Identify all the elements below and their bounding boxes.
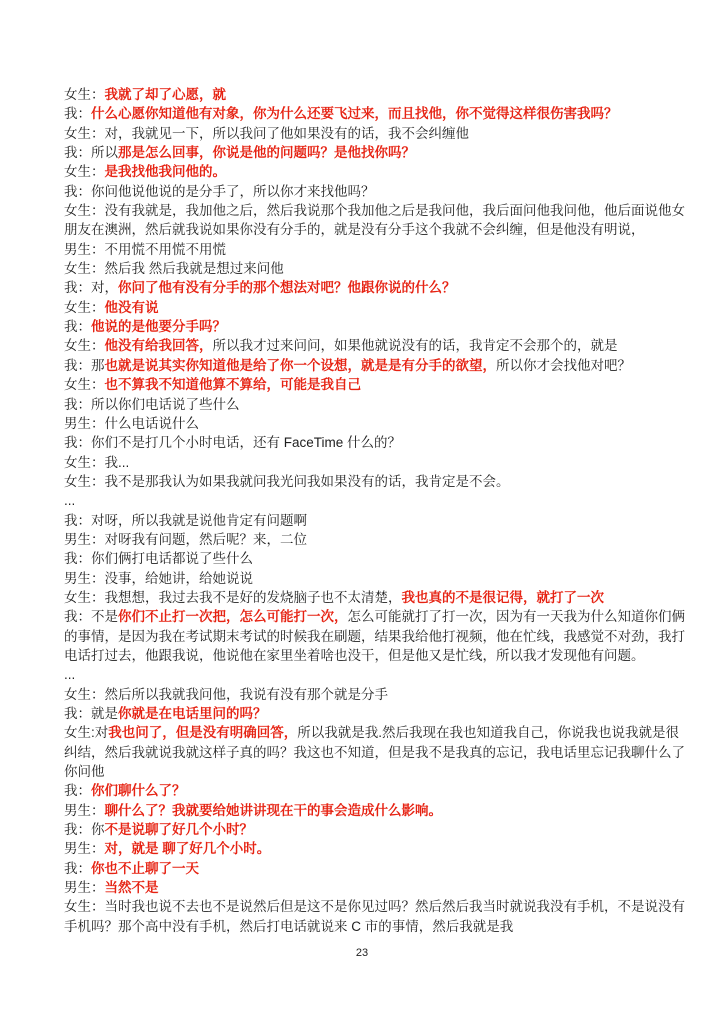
dialogue-line <box>64 839 665 858</box>
dialogue-line <box>64 201 685 220</box>
text-segment: 我：对呀，所以我就是说他肯定有问题啊 <box>64 512 307 528</box>
dialogue-line <box>64 298 665 317</box>
text-segment: 女生： <box>64 338 105 354</box>
dialogue-transcript <box>64 85 685 936</box>
dialogue-line <box>64 723 680 742</box>
text-segment: 女生： <box>64 377 105 393</box>
text-segment: 女生：我... <box>64 454 130 470</box>
dialogue-line <box>64 472 665 491</box>
text-segment: 他没有说 <box>104 299 159 315</box>
text-segment: 我：所以你们电话说了些什么 <box>64 396 240 412</box>
text-segment: 所以我就是我.然后我现在我也知道我自己，你说我也说我就是很 <box>297 725 680 741</box>
text-segment: 我：你们俩打电话都说了些什么 <box>64 551 253 567</box>
text-segment: 我：你 <box>64 822 105 838</box>
text-segment: 当然不是 <box>104 880 159 896</box>
dialogue-line <box>64 414 665 433</box>
dialogue-line <box>64 801 665 820</box>
text-segment: 男生：没事，给她讲，给她说说 <box>64 570 253 586</box>
dialogue-line <box>64 278 665 297</box>
dialogue-line <box>64 220 665 239</box>
text-segment: 男生： <box>64 841 105 857</box>
text-segment: 他说的是他要分手吗？ <box>91 319 226 335</box>
text-segment: 我： <box>64 106 91 122</box>
text-segment: 手机吗？那个高中没有手机，然后打电话就说来 C 市的事情，然后我就是我 <box>64 918 514 934</box>
text-segment: 什么心愿你知道他有对象，你为什么还要飞过来，而且找他，你不觉得这样很伤害我吗？ <box>91 106 618 122</box>
text-segment: 女生:对 <box>64 725 109 741</box>
text-segment: 聊什么了？我就要给她讲讲现在干的事会造成什么影响。 <box>104 802 442 818</box>
dialogue-line <box>64 259 665 278</box>
text-segment: 我：你们不是打几个小时电话，还有 FaceTime 什么的？ <box>64 435 402 451</box>
text-segment: 我也真的不是很记得，就打了一次 <box>401 589 604 605</box>
text-segment: 男生：什么电话说什么 <box>64 415 199 431</box>
text-segment: 所以你才会找他对吧？ <box>496 357 631 373</box>
text-segment: 那是怎么回事，你说是他的问题吗？是他找你吗？ <box>118 145 415 161</box>
dialogue-line <box>64 549 665 568</box>
dialogue-line <box>64 781 665 800</box>
text-segment: 女生：我想想，我过去我不是好的发烧脑子也不太清楚， <box>64 589 402 605</box>
text-segment: 我就了却了心愿，就 <box>104 87 226 102</box>
dialogue-line <box>64 433 665 452</box>
text-segment: 我： <box>64 783 91 799</box>
dialogue-line <box>64 124 665 143</box>
text-segment: 你们不止打一次把，怎么可能打一次， <box>118 609 348 625</box>
dialogue-line <box>64 607 685 626</box>
dialogue-line <box>64 897 685 916</box>
text-segment: 女生：没有我就是，我加他之后，然后我说那个我加他之后是我问他，我后面问他我问他，他后面说他女 <box>64 203 685 219</box>
text-segment: 我：所以 <box>64 145 118 161</box>
dialogue-line <box>64 104 665 123</box>
text-segment: 是我找他我问他的。 <box>104 164 226 180</box>
dialogue-line <box>64 453 665 472</box>
text-segment: 男生： <box>64 802 105 818</box>
dialogue-line <box>64 762 665 781</box>
dialogue-line <box>64 743 685 762</box>
text-segment: 对，就是 聊了好几个小时。 <box>104 841 271 857</box>
text-segment: 女生：对，我就见一下，所以我问了他如果没有的话，我不会纠缠他 <box>64 125 469 141</box>
text-segment: 怎么可能就打了打一次，因为有一天我为什么知道你们俩 <box>347 609 685 625</box>
dialogue-line <box>64 665 665 684</box>
text-segment: 女生：然后我 然后我就是想过来问他 <box>64 261 284 277</box>
dialogue-line <box>64 917 665 936</box>
dialogue-line <box>64 588 665 607</box>
dialogue-line <box>64 569 665 588</box>
text-segment: 你也不止聊了一天 <box>91 860 199 876</box>
text-segment: 我：对， <box>64 280 118 296</box>
text-segment: 女生： <box>64 299 105 315</box>
text-segment: 你就是在电话里问的吗？ <box>118 706 267 721</box>
dialogue-line <box>64 336 665 355</box>
dialogue-line <box>64 240 665 259</box>
dialogue-line <box>64 511 665 530</box>
dialogue-line <box>64 704 665 723</box>
text-segment: 你问他 <box>64 764 105 780</box>
text-segment: 女生：我不是那我认为如果我就问我光问我如果没有的话，我肯定是不会。 <box>64 473 510 489</box>
text-segment: 你问了他有没有分手的那个想法对吧？他跟你说的什么？ <box>118 280 456 296</box>
text-segment: 朋友在澳洲，然后就我说如果你没有分手的，就是没有分手这个我就不会纠缠，但是他没有明说， <box>64 222 645 238</box>
text-segment: 我： <box>64 319 91 335</box>
text-segment: 我： <box>64 860 91 876</box>
text-segment: ... <box>64 493 76 509</box>
dialogue-line <box>64 317 665 336</box>
dialogue-line <box>64 85 665 104</box>
text-segment: 所以我才过来问问，如果他就说没有的话，我肯定不会那个的，就是 <box>212 338 618 354</box>
text-segment: 我也问了，但是没有明确回答， <box>108 725 298 741</box>
text-segment: 男生：对呀我有问题，然后呢？来，二位 <box>64 531 307 547</box>
text-segment: 我：那 <box>64 357 105 373</box>
text-segment: 女生： <box>64 87 105 102</box>
page-number: 23 <box>355 947 369 959</box>
text-segment: ... <box>64 667 76 683</box>
text-segment: 男生：不用慌不用慌不用慌 <box>64 241 226 257</box>
text-segment: 你们聊什么了？ <box>91 783 186 799</box>
text-segment: 女生： <box>64 164 105 180</box>
dialogue-line <box>64 491 665 510</box>
text-segment: 电话打过去，他跟我说，他说他在家里坐着啥也没干，但是他又是忙线，所以我才发现他有问题。 <box>64 647 645 663</box>
dialogue-line <box>64 685 665 704</box>
dialogue-line <box>64 530 665 549</box>
text-segment: 女生：然后所以我就我问他，我说有没有那个就是分手 <box>64 686 388 702</box>
dialogue-line <box>64 646 665 665</box>
dialogue-line <box>64 356 665 375</box>
text-segment: 也就是说其实你知道他是给了你一个设想，就是是有分手的欲望， <box>104 357 496 373</box>
text-segment: 纠结，然后我就说我就这样子真的吗？我这也不知道，但是我不是我真的忘记，我电话里忘记我聊什么了 <box>64 744 685 760</box>
text-segment: 男生： <box>64 880 105 896</box>
dialogue-line <box>64 859 665 878</box>
dialogue-line <box>64 878 665 897</box>
text-segment: 我：不是 <box>64 609 118 625</box>
text-segment: 我：就是 <box>64 706 118 721</box>
dialogue-line <box>64 162 665 181</box>
text-segment: 他没有给我回答， <box>104 338 213 354</box>
dialogue-line <box>64 143 665 162</box>
text-segment: 不是说聊了好几个小时？ <box>104 822 253 838</box>
text-segment: 我：你问他说他说的是分手了，所以你才来找他吗？ <box>64 183 375 199</box>
dialogue-line <box>64 820 665 839</box>
dialogue-line <box>64 375 665 394</box>
text-segment: 的事情，是因为我在考试期末考试的时候我在刷题，结果我给他打视频，他在忙线，我感觉不对劲，我打 <box>64 628 685 644</box>
dialogue-line <box>64 627 685 646</box>
dialogue-line <box>64 395 665 414</box>
dialogue-line <box>64 182 665 201</box>
text-segment: 女生：当时我也说不去也不是说然后但是这不是你见过吗？然后然后我当时就说我没有手机，不是说没有 <box>64 899 685 915</box>
text-segment: 也不算我不知道他算不算给，可能是我自己 <box>104 377 361 393</box>
